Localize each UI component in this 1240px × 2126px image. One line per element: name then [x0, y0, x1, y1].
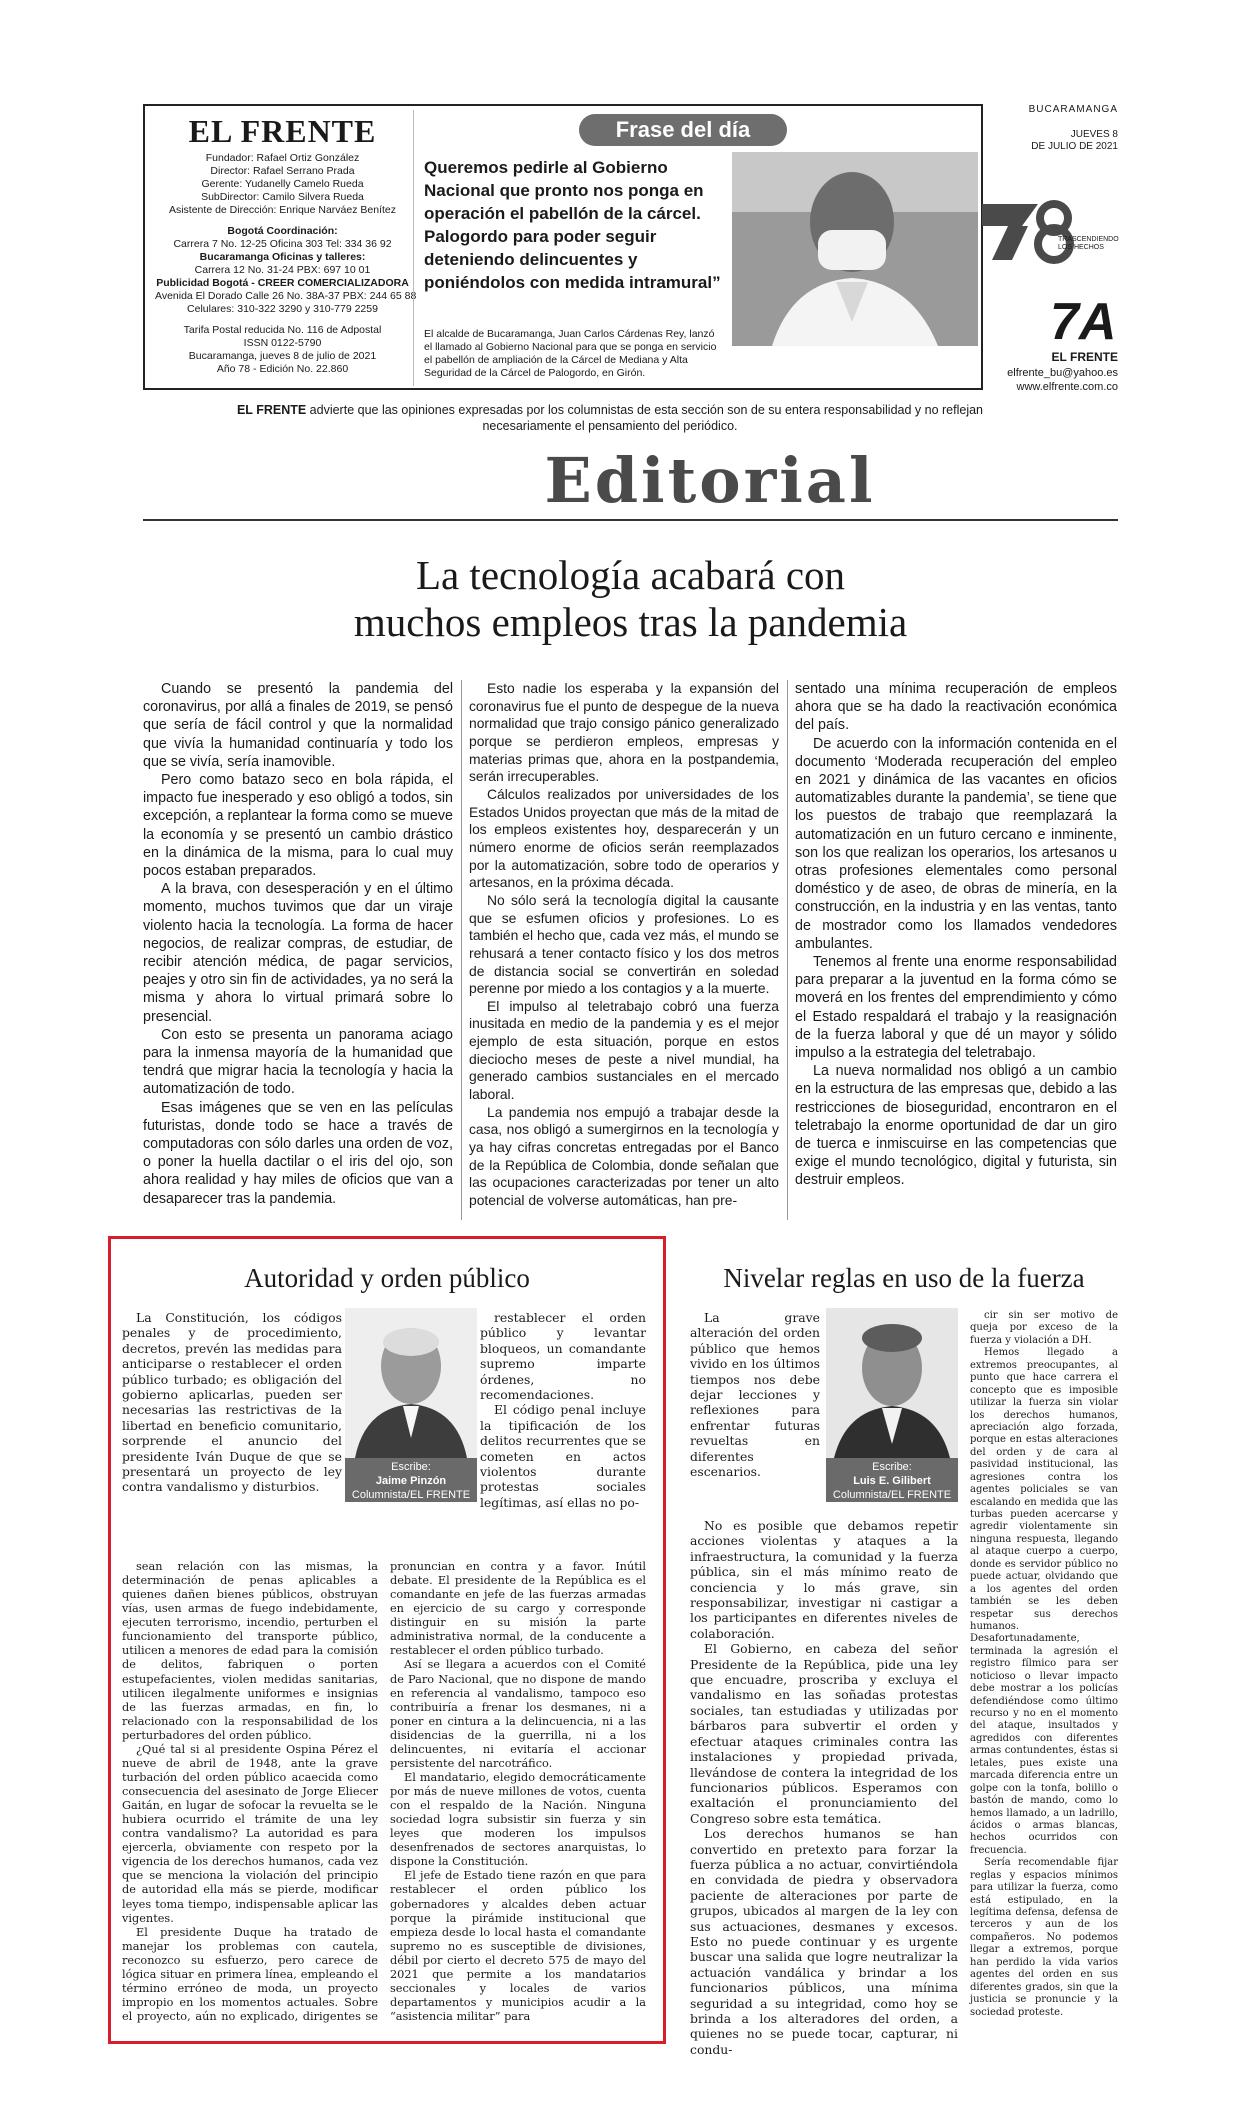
author-photo [345, 1308, 477, 1458]
masthead-line: Avenida El Dorado Calle 26 No. 38A-37 PBX: 244 65 88 [155, 290, 417, 302]
paragraph: El presidente Duque ha tratado de manejar los problemas con cautela, reconozco su esfuerzo, pero carece de lógica situar en primera línea, empleando el término erróneo de moda, un proyecto impropio en los momentos actuales. Sobre el proyecto, aún no explicado, dirigentes se pronuncian en contra y a favor. Inútil debate. El presidente de la República es el comandante en jefe de las fuerzas armadas en ejercicio de su cargo y corresponde distinguir en su misión la parte administrativa normal, de la conducente a restablecer el orden público turbado. [122, 1560, 646, 2023]
paragraph: Sería recomendable fijar reglas y espacios mínimos para utilizar la fuerza, como está estipulado, en la legítima defensa, defensa de terceros y aun de los compañeros. No podemos llegar a extremos, porque han perdido la vida varios agentes del orden en sus diferentes grados, sin que la justicia se pronuncie y la sociedad proteste. [970, 1857, 1118, 2018]
masthead-line: ISSN 0122-5790 [243, 337, 322, 349]
paragraph: restablecer el orden público y levantar bloqueos, un comandante supremo imparte órdenes, no recomendaciones. [480, 1310, 646, 1403]
masthead-line: Celulares: 310-322 3290 y 310-779 2259 [187, 303, 378, 315]
nivelar-title: Nivelar reglas en uso de la fuerza [723, 1263, 1085, 1293]
header-right [990, 104, 1118, 153]
paragraph: La nueva normalidad nos obligó a un cambio en la estructura de las empresas que, debido a las restricciones de bioseguridad, encontraron en el teletrabajo la enorme oportunidad de dar un giro de tuerca e inmiscuirse en las competencias que exige el mundo tecnológico, digital y futurista, sin destruir empleos. [795, 1063, 1117, 1189]
paragraph: Esto nadie los esperaba y la expansión del coronavirus fue el punto de despegue de la nueva normalidad que trajo consigo pánico generalizado porque se perdieron empleos, empresas y materias primas que, ahora en la postpandemia, serán irrecuperables. [469, 680, 779, 785]
frase-caption: El alcalde de Bucaramanga, Juan Carlos Cárdenas Rey, lanzó el llamado al Gobierno Nacional para que se ponga en servicio el pabellón de ampliación de la Cárcel de Mediana y Alta Seguridad de la Cárcel de Palogordo, en Girón. [424, 328, 717, 379]
autoridad-text-right [480, 1310, 646, 1510]
anniversary-seal [978, 196, 1118, 266]
masthead-line: Gerente: Yudanelly Camelo Rueda [201, 178, 364, 190]
frase-quote: Queremos pedirle al Gobierno Nacional que pronto nos ponga en operación el pabellón de la cárcel. Palogordo para poder seguir deteniendo delincuentes y poniéndolos con medida intramural” [424, 158, 721, 292]
masthead-line: Carrera 12 No. 31-24 PBX: 697 10 01 [194, 264, 371, 276]
paragraph: Así se llegara a acuerdos con el Comité de Paro Nacional, que no dispone de mando en referencia al vandalismo, tampoco eso contribuiría a frenar los desmanes, ni a poner en cintura a la delincuencia, ni a las disidencias de la guerrilla, ni a los delincuentes, ni evitaría el accionar persistente del narcotráfico. [390, 1658, 646, 1770]
autoridad-title: Autoridad y orden público [244, 1263, 530, 1293]
autoridad-text-wide [122, 1560, 646, 2024]
column-rule [461, 680, 462, 1220]
masthead-line: Año 78 - Edición No. 22.860 [216, 363, 349, 375]
newspaper-logo: EL FRENTE [188, 113, 377, 149]
masthead-line: Tarifa Postal reducida No. 116 de Adpostal [183, 324, 382, 336]
author-portrait-icon [826, 1308, 958, 1458]
seal-78-icon [978, 196, 1118, 266]
paragraph: ¿Qué tal si al presidente Ospina Pérez el nueve de abril de 1948, ante la grave turbación del orden público acaecida como consecuencia del asesinato de Jorge Eliecer Gaitán, en lugar de sofocar la revuelta se le hubiera ocurrido el trámite de una ley contra vandalismo? La autoridad es para ejercerla, obviamente con respeto por la vigencia de los derechos humanos, cada vez que se menciona la violación del principio de autoridad ella más se pierde, modificar leyes toma tiempo, indispensable aplicar las vigentes. [122, 1742, 378, 1925]
web-link[interactable]: www.elfrente.com.co [1016, 381, 1118, 393]
masthead-line: Bucaramanga, jueves 8 de julio de 2021 [188, 350, 377, 362]
paragraph: cir sin ser motivo de queja por exceso de la fuerza y violación a DH. [970, 1310, 1118, 1346]
date-label: JUEVES 8 DE JULIO DE 2021 [1031, 129, 1118, 152]
paragraph: El Gobierno, en cabeza del señor Presidente de la República, pide una ley que encuadre, proscriba y excluya el vandalismo en las soñadas protestas sociales, tan estudiadas y utilizadas por bárbaros para subvertir el orden y efectuar ataques criminales contra las instalaciones y propiedad privada, llevándose de contera la integridad de los funcionarios públicos. Esperamos con exaltación el pronunciamiento del Congreso sobre esta temática. [690, 1641, 958, 1826]
editorial-column-2 [469, 680, 779, 1210]
paragraph: El código penal incluye la tipificación de los delitos recurrentes que se cometen en actos violentos durante protestas sociales legítimas, así ellas no po- [480, 1402, 646, 1510]
editorial-column-3: sentado una mínima recuperación de empleos ahora que se ha dado la reactivación económica del país. De acuerdo con la información contenida en el documento ‘Moderada recuperación del empleo en 2021 y dinámica de las vacantes en oficios automatizables durante la pandemia’, se tiene que los puestos de trabajo que reemplazará la automatización en un futuro cercano e inminente, son los que realizan los operarios, los artesanos u otras profesiones elementales como personal doméstico y de aseo, de obras de minería, en la construcción, en la industria y en las ventas, tanto de mostrador como los llamados vendedores ambulantes. Tenemos al frente una enorme responsabilidad para preparar a la juventud en la forma cómo se moverá en los frentes del emprendimiento y cómo el Estado respaldará el trabajo y la reasignación de la fuerza laboral y que dé un mayor y sólido impulso a la estrategia del teletrabajo. La nueva normalidad nos obligó a un cambio en la estructura de las empresas que, debido a las restricciones de bioseguridad, encontraron en el teletrabajo la enorme oportunidad de dar un giro de tuerca e inmiscuirse en las competencias que exige el mundo tecnológico, digital y futurista, sin destruir empleos. [795, 681, 1117, 1189]
author-byline: Escribe: Luis E. Gilibert Columnista/EL FRENTE [826, 1458, 958, 1502]
paragraph: Pero como batazo seco en bola rápida, el impacto fue inesperado y eso obligó a todos, sin excepción, a replantear la forma como se mueve la economía y se presentó un cambio drástico en la dinámica de la misma, para lo cual muy pocos estaban preparados. [143, 772, 453, 880]
author-photo [826, 1308, 958, 1458]
nivelar-text-left: La grave alteración del orden público que hemos vivido en los últimos tiempos nos debe dejar lecciones y reflexiones para enfrentar futuras revueltas en diferentes escenarios. [690, 1310, 820, 1480]
paragraph: Hemos llegado a extremos preocupantes, al punto que hace carrera el concepto que es imposible utilizar la fuerza sin violar los derechos humanos, apreciación algo forzada, porque en estas alteraciones del orden y de cara al pasividad institucional, las agresiones contra los agentes policiales se van escalando en medida que las turbas pueden acercarse y agredir violentamente sin ninguna respuesta, llegando al ataque cuerpo a cuerpo, donde es servidor público no puede actuar, olvidando que a los agentes del orden también se les deben respetar sus derechos humanos. Desafortunadamente, terminada la agresión el registro fílmico para ser noticioso o llevar impacto debe mostrar a los policías defendiéndose como último recurso y no en el momento del ataque, insultados y agredidos con diferentes armas contundentes, éstas si letales, pues existe una marcada diferencia entre un golpe con la tonfa, bolillo o bastón de mando, como lo hemos llamado, a un ladrillo, ácidos o armas blancas, hechos ocurridos con frecuencia. [970, 1347, 1118, 1856]
office-list [155, 225, 417, 316]
page-number: 7A [1050, 293, 1117, 351]
paragraph: No sólo será la tecnología digital la causante que se esfumen oficios y profesiones. Lo es también el hecho que, cada vez más, el mundo se rehusará a tener contacto físico y los dos metros de distancia social se convertirán en soledad perenne por miedo a los contagios y a la muerte. [469, 891, 779, 997]
paragraph: El mandatario, elegido democráticamente por más de nueve millones de votos, cuenta con el respaldo de la Nación. Ninguna sociedad logra subsistir sin fuerza y sin leyes que moderen los impulsos desenfrenados de sectores anarquistas, lo dispone la Constitución. [390, 1770, 646, 1869]
disclaimer: EL FRENTE advierte que las opiniones expresadas por los columnistas de esta sección son de su entera responsabilidad y no reflejan necesariamente el pensamiento del periódico. [236, 403, 984, 433]
mayor-photo [732, 152, 978, 346]
credit-list [155, 152, 410, 217]
paragraph: La pandemia nos empujó a trabajar desde la casa, nos obligó a sumergirnos en la tecnología y ya hay cifras concretas entregadas por el Banco de la República de Colombia, donde señalan que las ocupaciones caracterizadas por tener un alto potencial de volverse automáticas, han pre- [469, 1103, 779, 1209]
paragraph: De acuerdo con la información contenida en el documento ‘Moderada recuperación del empleo en 2021 y dinámica de las vacantes en oficios automatizables durante la pandemia’, se tiene que los puestos de trabajo que reemplazará la automatización en un futuro cercano e inminente, son los que realizan los operarios, los artesanos u otras profesiones elementales como personal doméstico y de aseo, de obras de minería, en la construcción, en la industria y en las ventas, tanto de mostrador como los llamados vendedores ambulantes. [795, 735, 1117, 952]
paragraph: Esas imágenes que se ven en las películas futuristas, donde todo se hace a través de computadoras con sólo darles una orden de voz, o poner la huella dactilar o el iris del ojo, son ahora realidad y hay miles de oficios que van a desaparecer tras la pandemia. [143, 1099, 453, 1207]
paragraph: Con esto se presenta un panorama aciago para la inmensa mayoría de la humanidad que tendrá que migrar hacia la tecnología y hacia la automatización de todo. [143, 1026, 453, 1098]
postal-list [155, 324, 410, 376]
email-link[interactable]: elfrente_bu@yahoo.es [1007, 367, 1118, 379]
masthead-line: Fundador: Rafael Ortiz González [205, 152, 360, 164]
masthead-line: Bogotá Coordinación: [227, 225, 338, 237]
page-brand: EL FRENTE [1051, 350, 1118, 364]
author-byline: Escribe: Jaime Pinzón Columnista/EL FRENTE [345, 1458, 477, 1502]
contact-info [980, 366, 1118, 394]
credits-block [155, 113, 417, 376]
city-label: BUCARAMANGA [1028, 104, 1118, 115]
masthead-line: SubDirector: Camilo Silvera Rueda [201, 191, 364, 203]
paragraph: El jefe de Estado tiene razón en que para restablecer el orden público los gobernadores y alcaldes deben actuar porque la pirámide institucional que empieza desde lo local hasta el comandante supremo no es susceptible de divisiones, débil por cierto el decreto 575 de mayo del 2021 que permite a los mandatarios seccionales y locales de varios departamentos y municipios acudir a la “asistencia militar” para [390, 1869, 646, 2023]
masthead-line: Publicidad Bogotá - CREER COMERCIALIZADORA [156, 277, 409, 289]
nivelar-text-main [690, 1518, 958, 2057]
masthead-line: Bucaramanga Oficinas y talleres: [199, 251, 366, 263]
nivelar-text-right [970, 1310, 1118, 2019]
masthead-line: Asistente de Dirección: Enrique Narváez Benítez [168, 204, 397, 216]
column-rule [787, 680, 788, 1220]
section-title: Editorial [544, 444, 876, 517]
masthead-line: Carrera 7 No. 12-25 Oficina 303 Tel: 334 36 92 [173, 238, 392, 250]
section-divider [143, 519, 1118, 521]
frase-del-dia [413, 110, 980, 386]
paragraph: El impulso al teletrabajo cobró una fuerza inusitada en medio de la pandemia y es el mejor ejemplo de esta situación, porque en estos dieciocho meses de peste a nivel mundial, ha generado cambios sustanciales en el mercado laboral. [469, 997, 779, 1103]
masthead-line: Director: Rafael Serrano Prada [210, 165, 355, 177]
paragraph: A la brava, con desesperación y en el último momento, muchos tuvimos que dar un viraje violento hacia la tecnología. La forma de hacer negocios, de realizar compras, de estudiar, de recibir atención médica, de pagar servicios, peajes y otro sin fin de actividades, ya no será la misma y ahora lo virtual primará sobre lo presencial. [143, 881, 453, 1025]
paragraph: Los derechos humanos se han convertido en pretexto para forzar la fuerza pública a no actuar, convirtiéndola en convidada de piedra y observadora paciente de alteraciones por parte de grupos, ubicados al margen de la ley con sus actuaciones, desmanes y excesos. Esto no puede continuar y es urgente buscar una salida que logre neutralizar la actuación vandálica y brindar a los funcionarios públicos, una mínima seguridad a su integridad, como hoy se brinda a los alteradores del orden, a quienes no se puede tocar, capturar, ni condu- [690, 1826, 958, 2057]
frase-title: Frase del día [579, 114, 787, 146]
paragraph: No es posible que debamos repetir acciones violentas y ataques a la infraestructura, la comunidad y la fuerza pública, sin el más mínimo reato de conciencia y lo más grave, sin responsabilizar, investigar ni castigar a los participantes en diferentes niveles de colaboración. [690, 1518, 958, 1641]
paragraph: Cuando se presentó la pandemia del coronavirus, por allá a finales de 2019, se pensó que sería de fácil control y que la normalidad que vivía la humanidad continuaría y todo los que se vivía, sería inamovible. [143, 681, 453, 770]
paragraph: sean relación con las mismas, la determinación de penas aplicables a quienes dañen bienes públicos, obstruyan vías, usen armas de fuego indebidamente, ejecuten terrorismo, incendio, perturben el funcionamiento del transporte público, utilicen a menores de edad para la comisión de delitos, fabriquen o porten estupefacientes, violen medidas sanitarias, utilicen ilegalmente uniformes e insignias de las fuerzas armadas, en fin, lo relacionado con la responsabilidad de los perturbadores del orden público. [122, 1560, 378, 1742]
autoridad-text-left: La Constitución, los códigos penales y de procedimiento, decretos, prevén las medidas para anticiparse o restablecer el orden público turbado; es obligación del gobierno aplicarlas, pueden ser necesarias las restrictivas de la libertad en beneficio comunitario, sorprende el anuncio del presidente Iván Duque de que se presentará un proyecto de ley contra vandalismo y disturbios. [122, 1310, 342, 1495]
masthead-box [143, 104, 983, 390]
paragraph: Cálculos realizados por universidades de los Estados Unidos proyectan que más de la mitad de los empleos existentes hoy, desparecerán y un número enorme de oficios serán reemplazados por la automatización, sobre todo de operarios y artesanos, en la próxima década. [469, 785, 779, 891]
editorial-column-1 [143, 680, 453, 1208]
editorial-headline: La tecnología acabará con muchos empleos tras la pandemia [353, 552, 908, 645]
author-portrait-icon [345, 1308, 477, 1458]
paragraph: Tenemos al frente una enorme responsabilidad para preparar a la juventud en la forma cómo se moverá en los frentes del emprendimiento y cómo el Estado respaldará el trabajo y la reasignación de la fuerza laboral y que dé un mayor y sólido impulso a la estrategia del teletrabajo. [795, 954, 1117, 1062]
seal-text: TRASCENDIENDO LOS HECHOS [1058, 236, 1119, 251]
